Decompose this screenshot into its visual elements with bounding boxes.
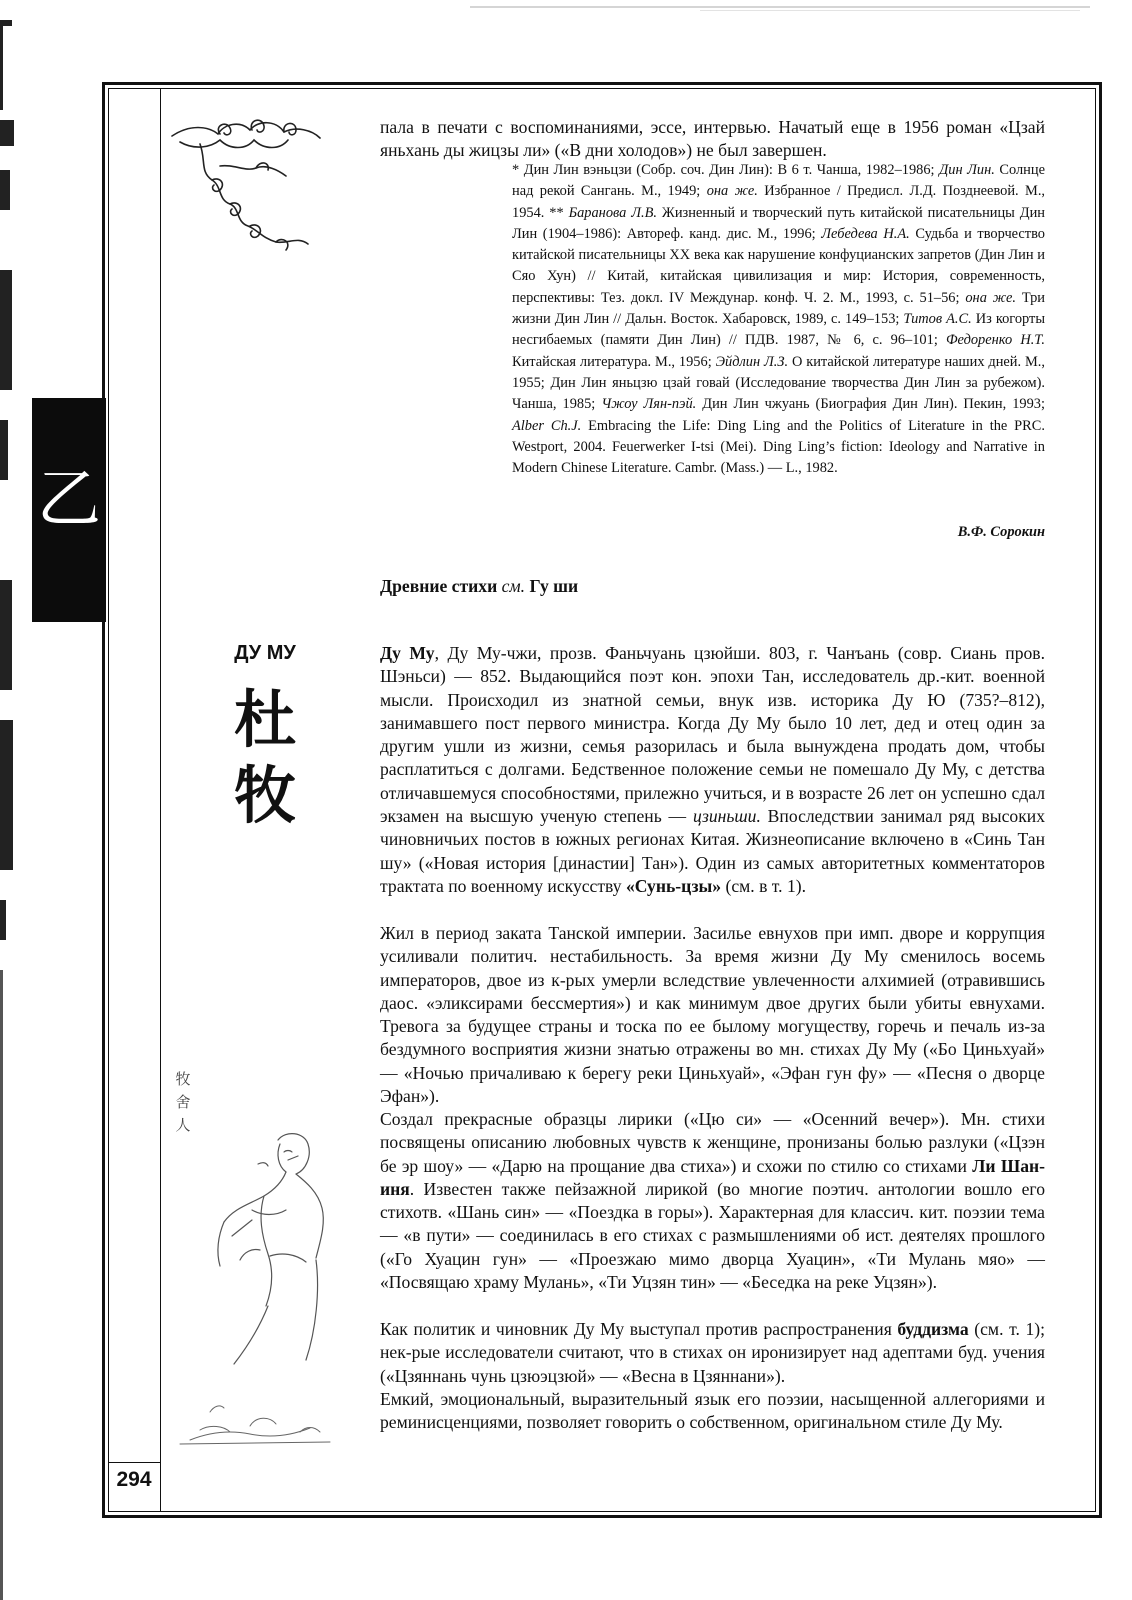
- article-paragraph-3: Создал прекрасные образцы лирики («Цю си» — «Осенний вечер»). Мн. стихи посвящены описанию любовных чувств к женщине, пронизаны болью разлуки («Цзэн бе эр шоу» — «Дарю на прощание два стиха») и схожи по стилю со стихами Ли Шан-иня. Известен также пейзажной лирикой (во многие поэтич. антологии вошло его стихотв. «Шань син» — «Поездка в горы»). Характерная для классич. кит. поэзии тема — «в пути» — соединилась в его стихах с размышлениями об ист. деятелях прошлого («Го Хуацин гун» — «Проезжаю мимо дворца Хуацин», «Ти Мулань мяо» — «Посвящаю храму Мулань», «Ти Уцзян тин» — «Беседка на реке Уцзян»).: [380, 1109, 1045, 1293]
- cross-reference: Древние стихи см. Гу ши: [380, 576, 579, 596]
- page-number: 294: [116, 1468, 152, 1491]
- bibliography: * Дин Лин вэньцзи (Собр. соч. Дин Лин): В 6 т. Чанша, 1982–1986; Дин Лин. Солнце над рекой Сангань. М., 1949; она же. Избранное / Предисл. Л.Д. Позднеевой. М., 1954. ** Баранова Л.В. Жизненный и творческий путь китайской писательницы Дин Лин (1904–1986): Автореф. канд. дис. М., 1996; Лебедева Н.А. Судьба и творчество китайской писательницы XX века как нарушение конфуцианских запретов (Дин Лин и Сяо Хун) // Китай, китайская цивилизация и мир: История, современность, перспективы: Тез. докл. IV Междунар. конф. Ч. 2. М., 1993, с. 51–56; она же. Три жизни Дин Лин // Дальн. Восток. Хабаровск, 1989, с. 149–153; Титов А.С. Из когорты несгибаемых (памяти Дин Лин) // ПДВ. 1987, № 6, с. 96–101; Федоренко Н.Т. Китайская литература. М., 1956; Эйдлин Л.З. О китайской литературе наших дней. М., 1955; Дин Лин яньцзю цзай говай (Исследование творчества Дин Лин за рубежом). Чанша, 1985; Чжоу Лян-пэй. Дин Лин чжуань (Биография Дин Лин). Пекин, 1993; Alber Ch.J. Embracing the Life: Ding Ling and the Politics of Literature in the PRC. Westport, 2004. Feuerwerker I-tsi (Mei). Ding Ling’s fiction: Ideology and Narrative in Modern Chinese Literature. Cambr. (Mass.) — L., 1982.: [512, 162, 1046, 477]
- entry-hanzi: 杜 牧: [233, 683, 296, 832]
- section-tab-glyph: 乙: [37, 463, 101, 537]
- intro-paragraph: пала в печати с воспоминаниями, эссе, интервью. Начатый еще в 1956 роман «Цзай яньхань ды жицзы ли» («В дни холодов») не был завершен.: [380, 117, 1045, 161]
- section-tab: [32, 398, 106, 622]
- article-author: В.Ф. Сорокин: [957, 524, 1045, 540]
- portrait-seal: 牧 舍 人: [175, 1070, 191, 1134]
- article-paragraph-4: Как политик и чиновник Ду Му выступал против распространения буддизма (см. т. 1); нек-рые исследователи считают, что в стихах он иронизирует над адептами буд. учения («Цзяннань чунь цзюэцзюй» — «Весна в Цзяннани»).: [380, 1319, 1045, 1386]
- article-paragraph-2: Жил в период заката Танской империи. Засилье евнухов при имп. дворе и коррупция усиливали политич. нестабильность. За время жизни Ду Му сменилось восемь императоров, двое из к-рых умерли вследствие увлеченности алхимией (отравившись даос. «эликсирами бессмертия») и как минимум двое других были убиты евнухами. Тревога за будущее страны и тоска по ее былому могуществу, горечь и печаль из-за бездумного восприятия жизни знатью отражены во мн. стихах Ду Му («Бо Циньхуай» — «Ночью причаливаю к берегу реки Циньхуай», «Эфан гун фу» — «Песня о дворце Эфан»).: [380, 923, 1045, 1107]
- article-paragraph-5: Емкий, эмоциональный, выразительный язык его поэзии, насыщенной аллегориями и реминисценциями, позволяет говорить о собственном, оригинальном стиле Ду Му.: [380, 1389, 1045, 1433]
- entry-title: ДУ МУ: [234, 642, 296, 664]
- scan-edge-strip: [0, 20, 22, 1600]
- scan-artifact-top: [470, 6, 1090, 8]
- article-paragraph-1: Ду Му, Ду Му-чжи, прозв. Фаньчуань цзюйши. 803, г. Чанъань (совр. Сиань пров. Шэньси) — 852. Выдающийся поэт кон. эпохи Тан, исследователь др.-кит. военной мысли. Происходил из знатной семьи, внук изв. историка Ду Ю (735?–812), занимавшего пост первого министра. Когда Ду Му было 10 лет, дед и отец один за другим ушли из жизни, семья разорилась и была вынуждена продать дом, чтобы расплатиться с долгами. Бедственное положение семьи не помешало Ду Му, с детства отличавшемуся способностями, прилежно учиться, и в возрасте 26 лет он успешно сдал экзамен на высшую ученую степень — цзиньши. Впоследствии занимал ряд высоких чиновничьих постов в южных регионах Китая. Жизнеописание включено в «Синь Тан шу» («Новая история [династии] Тан»). Один из самых авторитетных комментаторов трактата по военному искусству «Сунь-цзы» (см. в т. 1).: [380, 643, 1045, 896]
- cloud-ornament: [160, 104, 330, 254]
- poet-portrait-sketch: [160, 1060, 360, 1460]
- scan-artifact-top-2: [700, 10, 1080, 11]
